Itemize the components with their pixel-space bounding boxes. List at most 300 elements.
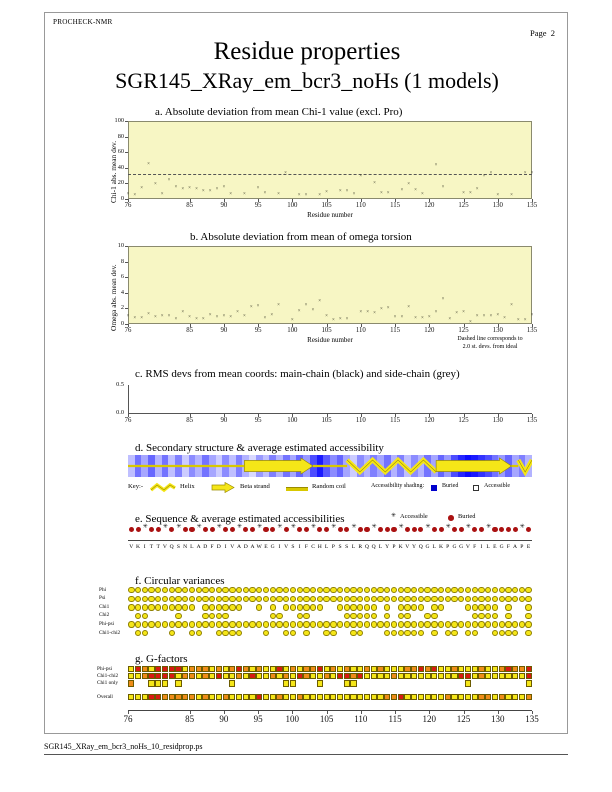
gfactor-marker [418,666,424,672]
circular-variance-marker [297,613,303,619]
circular-variance-marker [189,604,195,610]
buried-marker [136,527,141,532]
circular-variance-marker [371,613,377,619]
circular-variance-marker [492,596,498,602]
gfactor-marker [310,694,316,700]
page-canvas [44,12,568,734]
panel-b-note-line-0: Dashed line corresponds to [457,336,523,342]
sequence-letter: K [398,544,403,550]
panel-a-datapoint: × [153,181,157,187]
panel-g-ticklabel: 125 [456,714,471,724]
circular-variance-marker [290,604,296,610]
panel-a-datapoint: × [174,184,178,190]
panel-a-datapoint: × [400,187,404,193]
gfactor-marker [135,694,141,700]
circular-variance-marker [411,596,417,602]
buried-marker [223,527,228,532]
circular-variance-marker [350,596,356,602]
gfactor-marker [182,673,188,679]
circular-variance-marker [472,630,478,636]
gfactor-marker [431,694,437,700]
circular-variance-marker [330,621,336,627]
buried-marker [324,527,329,532]
gfactor-marker [350,673,356,679]
circular-variance-marker [222,621,228,627]
panel-g-ticklabel: 130 [491,714,505,724]
panel-b-datapoint: × [222,314,226,320]
gfactor-marker [270,666,276,672]
circular-variance-marker [142,587,148,593]
circular-variance-marker [451,630,457,636]
gfactor-marker [499,673,505,679]
gfactor-marker [216,666,222,672]
page-indicator [530,28,555,38]
gfactor-marker [344,673,350,679]
panel-c-ticklabel: 76 [124,417,132,424]
gfactor-marker [472,666,478,672]
panel-a-ticklabel: 125 [458,202,469,209]
panel-c-xaxis [128,413,532,414]
gfactor-marker [290,680,296,686]
gfactor-marker [350,680,356,686]
gfactor-marker [209,666,215,672]
circular-variance-marker [196,630,202,636]
accessible-marker: ✳ [236,524,243,530]
circular-variance-marker [202,604,208,610]
circular-variance-marker [270,587,276,593]
circular-variance-marker [303,596,309,602]
gfactor-marker [182,666,188,672]
sequence-letter: K [135,544,141,550]
accessible-legend-icon: ✳ [390,513,397,519]
circular-variance-marker [445,630,451,636]
circular-variance-marker [431,621,437,627]
buried-marker [459,527,464,532]
circular-variance-marker [148,621,154,627]
circular-variance-marker [377,621,383,627]
panel-c-yticklabel: 0.0 [116,409,124,416]
panel-b-datapoint: × [373,311,376,317]
sequence-letter: G [452,544,457,550]
gfactor-marker [337,694,343,700]
circular-variance-marker [499,621,505,627]
gfactor-marker [357,666,363,672]
panel-b-datapoint: × [236,310,239,316]
panel-g-ticklabel: 95 [253,714,263,724]
gfactor-marker [142,673,148,679]
gfactor-marker [404,694,410,700]
gfactor-marker [223,666,229,672]
circular-variance-marker [276,587,282,593]
sequence-letter: T [149,544,154,550]
gfactor-marker [236,673,242,679]
circular-variance-marker [384,604,390,610]
buried-legend-icon [448,515,454,521]
buried-legend-label: Buried [458,513,476,520]
gfactor-marker [357,673,363,679]
circular-variance-marker [505,613,511,619]
circular-variance-marker [525,613,531,619]
panel-b-datapoint: × [325,313,328,319]
panel-a-ytickmark [125,121,128,122]
gfactor-marker [512,666,518,672]
sequence-letter: I [224,544,227,550]
circular-variance-marker [330,596,336,602]
circular-variance-marker [525,621,531,627]
gfactor-marker [229,694,235,700]
gfactor-marker [438,666,444,672]
accessible-marker: ✳ [290,524,296,530]
circular-variance-marker [175,613,181,619]
accessible-marker: ✳ [445,524,451,530]
accessibility-dot-row [128,526,532,536]
circular-variance-marker [142,604,148,610]
panel-b-ytickmark [125,246,128,247]
panel-f-title: f. Circular variances [135,575,225,587]
gfactor-marker [142,694,148,700]
panel-b-datapoint: × [503,315,506,321]
gfactor-marker [438,673,444,679]
circular-variance-marker [155,596,161,602]
circular-variance-marker [418,621,424,627]
sequence-letter: K [438,544,444,550]
sequence-letter: I [143,544,146,550]
accessible-swatch-icon [473,485,479,491]
panel-a-datapoint: × [229,192,233,198]
circular-variance-marker [384,621,390,627]
sequence-letter: G [459,544,464,550]
gfactor-marker [155,666,161,672]
panel-g-row-label: Overall [97,693,113,700]
circular-variance-marker [162,604,168,610]
footer-filename: SGR145_XRay_em_bcr3_noHs_10_residprop.ps [44,742,568,755]
helix-icon [150,482,176,493]
circular-variance-marker [424,587,430,593]
circular-variance-marker [337,604,343,610]
panel-a-ticklabel: 90 [220,202,228,209]
gfactor-marker [216,673,222,679]
circular-variance-marker [323,621,329,627]
circular-variance-marker [256,604,262,610]
panel-b-xtitle: Residue number [307,336,353,344]
gfactor-marker [317,666,323,672]
sequence-letter: D [216,544,222,550]
gfactor-marker [283,666,289,672]
gfactor-marker [485,666,491,672]
key-label: Key:- [128,483,144,490]
circular-variance-marker [202,587,208,593]
circular-variance-marker [492,587,498,593]
circular-variance-marker [236,596,242,602]
panel-b-datapoint: × [188,315,191,320]
circular-variance-marker [229,630,235,636]
sequence-letter: P [446,544,450,550]
circular-variance-marker [303,613,309,619]
panel-b-datapoint: × [393,315,397,320]
circular-variance-marker [256,621,262,627]
panel-b-datapoint: × [448,316,452,322]
panel-b-datapoint: × [208,312,212,318]
circular-variance-marker [323,630,329,636]
secondary-structure-overlay [128,455,532,477]
circular-variance-marker [458,596,464,602]
circular-variance-marker [525,587,531,593]
circular-variance-marker [229,587,235,593]
panel-a-datapoint: × [510,193,513,199]
gfactor-marker [324,673,330,679]
circular-variance-marker [229,604,235,610]
circular-variance-marker [290,630,296,636]
gfactor-marker [418,694,424,700]
accessible-marker: ✳ [162,524,168,530]
circular-variance-marker [310,621,316,627]
circular-variance-marker [465,604,471,610]
circular-variance-marker [398,604,404,610]
gfactor-marker [526,680,532,686]
circular-variance-marker [189,587,195,593]
circular-variance-marker [202,621,208,627]
circular-variance-marker [350,621,356,627]
gfactor-marker [223,673,229,679]
gfactor-marker [418,673,424,679]
buried-marker [344,527,349,532]
gfactor-marker [344,680,350,686]
circular-variance-marker [398,613,404,619]
gfactor-marker [290,666,296,672]
gfactor-marker [324,694,330,700]
panel-b-datapoint: × [366,309,370,315]
buried-marker [452,527,457,532]
gfactor-marker [297,694,303,700]
sequence-letter: V [405,544,410,550]
gfactor-marker [263,666,269,672]
panel-b-yticklabel: 0 [120,320,124,327]
gfactor-marker [148,666,154,672]
gfactor-marker [384,673,390,679]
panel-a-datapoint: × [352,192,356,198]
gfactor-marker [344,666,350,672]
panel-a-datapoint: × [133,193,137,199]
circular-variance-marker [189,596,195,602]
gfactor-marker [148,673,154,679]
shading-accessible-label: Accessible [484,483,510,489]
circular-variance-marker [478,621,484,627]
sequence-letter: V [284,544,289,550]
gfactor-marker [276,673,282,679]
panel-a-datapoint: × [475,186,479,192]
buried-marker [385,527,390,532]
circular-variance-marker [297,604,303,610]
circular-variance-marker [209,596,215,602]
gfactor-marker [411,673,417,679]
circular-variance-marker [222,596,228,602]
circular-variance-marker [492,613,498,619]
circular-variance-marker [398,630,404,636]
sequence-letter: S [345,544,349,550]
circular-variance-marker [222,587,228,593]
panel-e-title: e. Sequence & average estimated accessibilities [135,513,345,525]
gfactor-marker [256,673,262,679]
circular-variance-marker [310,596,316,602]
circular-variance-marker [169,621,175,627]
sequence-letter: V [230,544,235,550]
gfactor-marker [229,680,235,686]
panel-a-datapoint: × [379,190,383,196]
panel-a-ticklabel: 100 [287,202,298,209]
panel-a-datapoint: × [256,186,260,192]
circular-variance-marker [236,587,242,593]
panel-a-datapoint: × [208,189,212,195]
panel-b-datapoint: × [304,302,308,308]
gfactor-marker [330,666,336,672]
gfactor-marker [236,666,242,672]
accessible-marker: ✳ [425,524,431,530]
gfactor-marker [485,694,491,700]
gfactor-marker [398,673,404,679]
buried-marker [263,527,268,532]
circular-variance-marker [478,596,484,602]
circular-variance-marker [512,587,518,593]
accessible-marker: ✳ [216,524,222,530]
circular-variance-marker [283,596,289,602]
panel-b-datapoint: × [249,304,253,310]
panel-b-datapoint: × [195,317,198,323]
sequence-letter: V [465,544,471,550]
gfactor-marker [492,673,498,679]
circular-variance-marker [350,587,356,593]
panel-a-datapoint: × [468,190,472,196]
page-title: Residue properties [213,38,401,65]
circular-variance-marker [337,587,343,593]
gfactor-marker [162,694,168,700]
panel-a-datapoint: × [318,193,322,199]
circular-variance-marker [249,596,255,602]
circular-variance-marker [404,604,410,610]
panel-a-datapoint: × [496,193,500,199]
circular-variance-marker [128,596,134,602]
panel-b-datapoint: × [441,297,445,303]
gfactor-marker [310,673,316,679]
gfactor-marker [249,694,255,700]
accessible-marker: ✳ [142,524,148,530]
gfactor-marker [175,666,181,672]
panel-a-ylabel: Chi-1 abs. mean dev. [109,140,118,203]
gfactor-marker [209,694,215,700]
gfactor-marker [189,666,195,672]
circular-variance-marker [344,587,350,593]
gfactor-marker [148,694,154,700]
buried-marker [432,527,437,532]
panel-g-row-label: Phi-psi [97,665,113,672]
circular-variance-marker [424,621,430,627]
circular-variance-marker [182,621,188,627]
gfactor-marker [445,666,451,672]
panel-g-ticklabel: 85 [185,714,195,724]
gfactor-marker [169,673,175,679]
panel-b-datapoint: × [516,318,520,324]
buried-marker [439,527,444,532]
buried-marker [364,527,369,532]
circular-variance-marker [451,621,457,627]
gfactor-marker [377,673,383,679]
gfactor-marker [526,694,532,700]
gfactor-marker [155,680,161,686]
panel-b-datapoint: × [181,310,185,316]
sequence-letter: P [331,544,336,550]
panel-b-datapoint: × [147,311,150,317]
sequence-letter: P [392,544,396,550]
panel-a-datapoint: × [201,188,205,194]
buried-marker [284,527,289,532]
circular-variance-marker [216,596,222,602]
panel-b-datapoint: × [407,304,411,310]
gfactor-marker [458,694,464,700]
panel-a-datapoint: × [263,190,267,196]
sequence-letter: C [311,544,316,550]
circular-variance-marker [364,596,370,602]
panel-b-ticklabel: 110 [355,327,366,334]
panel-b-datapoint: × [359,309,363,315]
circular-variance-marker [236,621,242,627]
gfactor-marker [391,673,397,679]
circular-variance-marker [350,630,356,636]
gfactor-marker [519,673,525,679]
gfactor-marker [169,694,175,700]
gfactor-marker [229,666,235,672]
sequence-letter: Q [169,544,174,550]
sequence-letter: Y [385,544,390,550]
gfactor-marker [249,673,255,679]
accessible-marker: ✳ [257,524,263,530]
panel-a-ticklabel: 95 [254,202,262,209]
circular-variance-marker [263,621,269,627]
sequence-letter: A [513,544,518,550]
circular-variance-marker [162,587,168,593]
circular-variance-marker [458,621,464,627]
panel-a-datapoint: × [167,178,171,184]
circular-variance-marker [398,587,404,593]
gfactor-marker [243,694,249,700]
buried-marker [358,527,363,532]
panel-b-datapoint: × [496,312,500,318]
circular-variance-marker [485,613,491,619]
circular-variance-marker [344,604,350,610]
panel-b-datapoint: × [126,314,130,320]
circular-variance-marker [445,621,451,627]
circular-variance-marker [424,613,430,619]
panel-b-datapoint: × [455,311,459,317]
panel-f-row-label: Phi-psi [99,620,115,627]
circular-variance-marker [357,621,363,627]
circular-variance-marker [350,613,356,619]
circular-variance-marker [229,621,235,627]
panel-b-datapoint: × [434,310,438,316]
panel-b-datapoint: × [400,315,404,320]
gfactor-marker [202,694,208,700]
panel-c-ticklabel: 115 [390,417,401,424]
circular-variance-marker [135,587,141,593]
circular-variance-marker [297,596,303,602]
panel-b-ticklabel: 100 [287,327,298,334]
buried-marker [412,527,417,532]
panel-g-ticklabel: 76 [123,714,133,724]
circular-variance-marker [418,604,424,610]
gfactor-marker [425,666,431,672]
buried-marker [230,527,235,532]
circular-variance-marker [357,587,363,593]
sequence-letter: F [210,544,214,550]
panel-a-ticklabel: 76 [124,202,132,209]
